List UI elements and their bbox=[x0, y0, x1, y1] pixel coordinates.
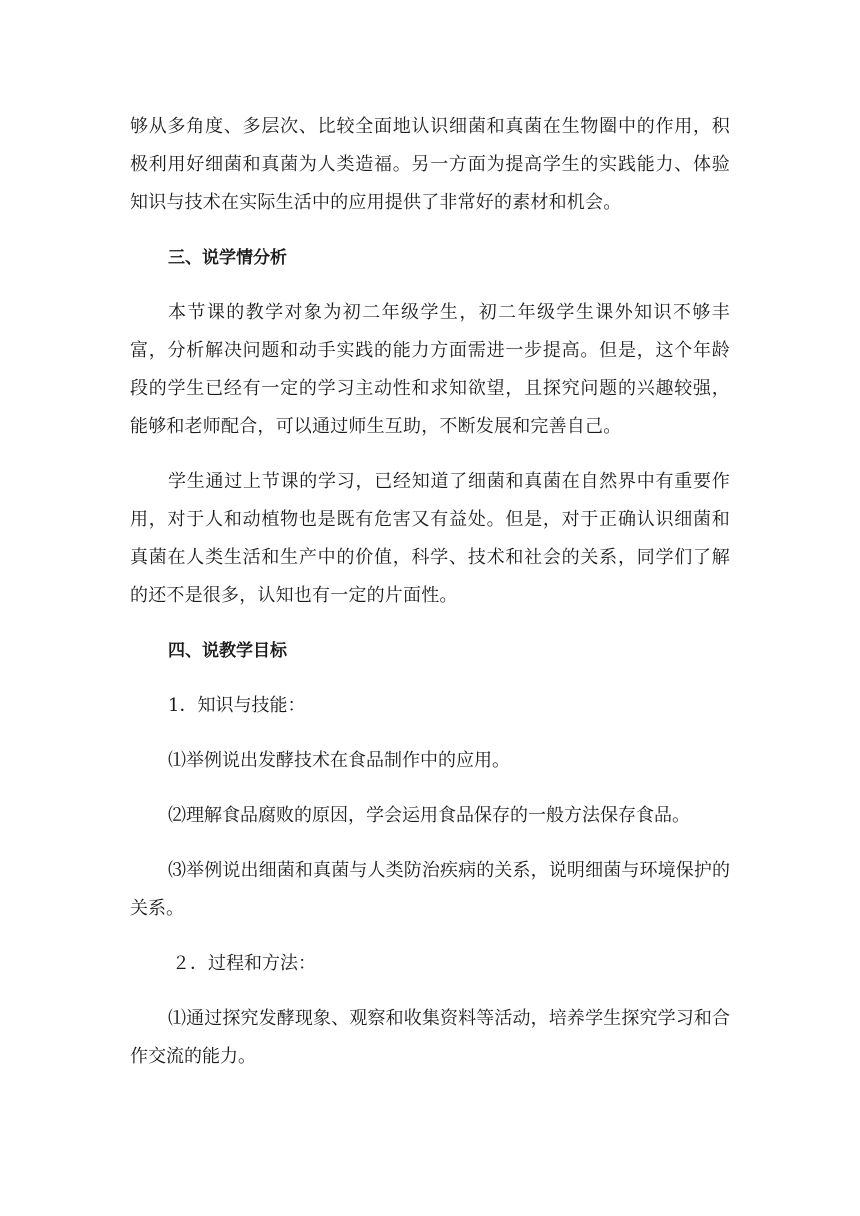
paragraph-learner-analysis-1: 本节课的教学对象为初二年级学生，初二年级学生课外知识不够丰富，分析解决问题和动手实践的能力方面需进一步提高。但是，这个年龄段的学生已经有一定的学习主动性和求知欲望，且探究问题的兴趣较强，能够和老师配合，可以通过师生互助，不断发展和完善自己。 bbox=[130, 302, 730, 437]
section-heading-teaching-goals: 四、说教学目标 bbox=[168, 641, 287, 661]
paragraph-continuation: 够从多角度、多层次、比较全面地认识细菌和真菌在生物圈中的作用，积极利用好细菌和真菌为人类造福。另一方面为提高学生的实践能力、体验知识与技术在实际生活中的应用提供了非常好的素材和机会。 bbox=[130, 116, 730, 213]
section-heading-learner-analysis: 三、说学情分析 bbox=[168, 248, 287, 268]
goal-item-4: ⑴通过探究发酵现象、观察和收集资料等活动，培养学生探究学习和合作交流的能力。 bbox=[130, 1008, 730, 1067]
goal-item-1: ⑴举例说出发酵技术在食品制作中的应用。 bbox=[168, 750, 510, 771]
paragraph-learner-analysis-2: 学生通过上节课的学习，已经知道了细菌和真菌在自然界中有重要作用，对于人和动植物也是既有危害又有益处。但是，对于正确认识细菌和真菌在人类生活和生产中的价值，科学、技术和社会的关系，同学们了解的还不是很多，认知也有一定的片面性。 bbox=[130, 471, 730, 606]
goal-heading-process-methods: ２．过程和方法： bbox=[172, 953, 316, 974]
goal-item-2: ⑵理解食品腐败的原因，学会运用食品保存的一般方法保存食品。 bbox=[168, 805, 690, 826]
document-body bbox=[130, 108, 730, 1076]
goal-heading-knowledge-skills: 1．知识与技能： bbox=[168, 695, 306, 716]
goal-item-3: ⑶举例说出细菌和真菌与人类防治疾病的关系，说明细菌与环境保护的关系。 bbox=[130, 860, 730, 919]
